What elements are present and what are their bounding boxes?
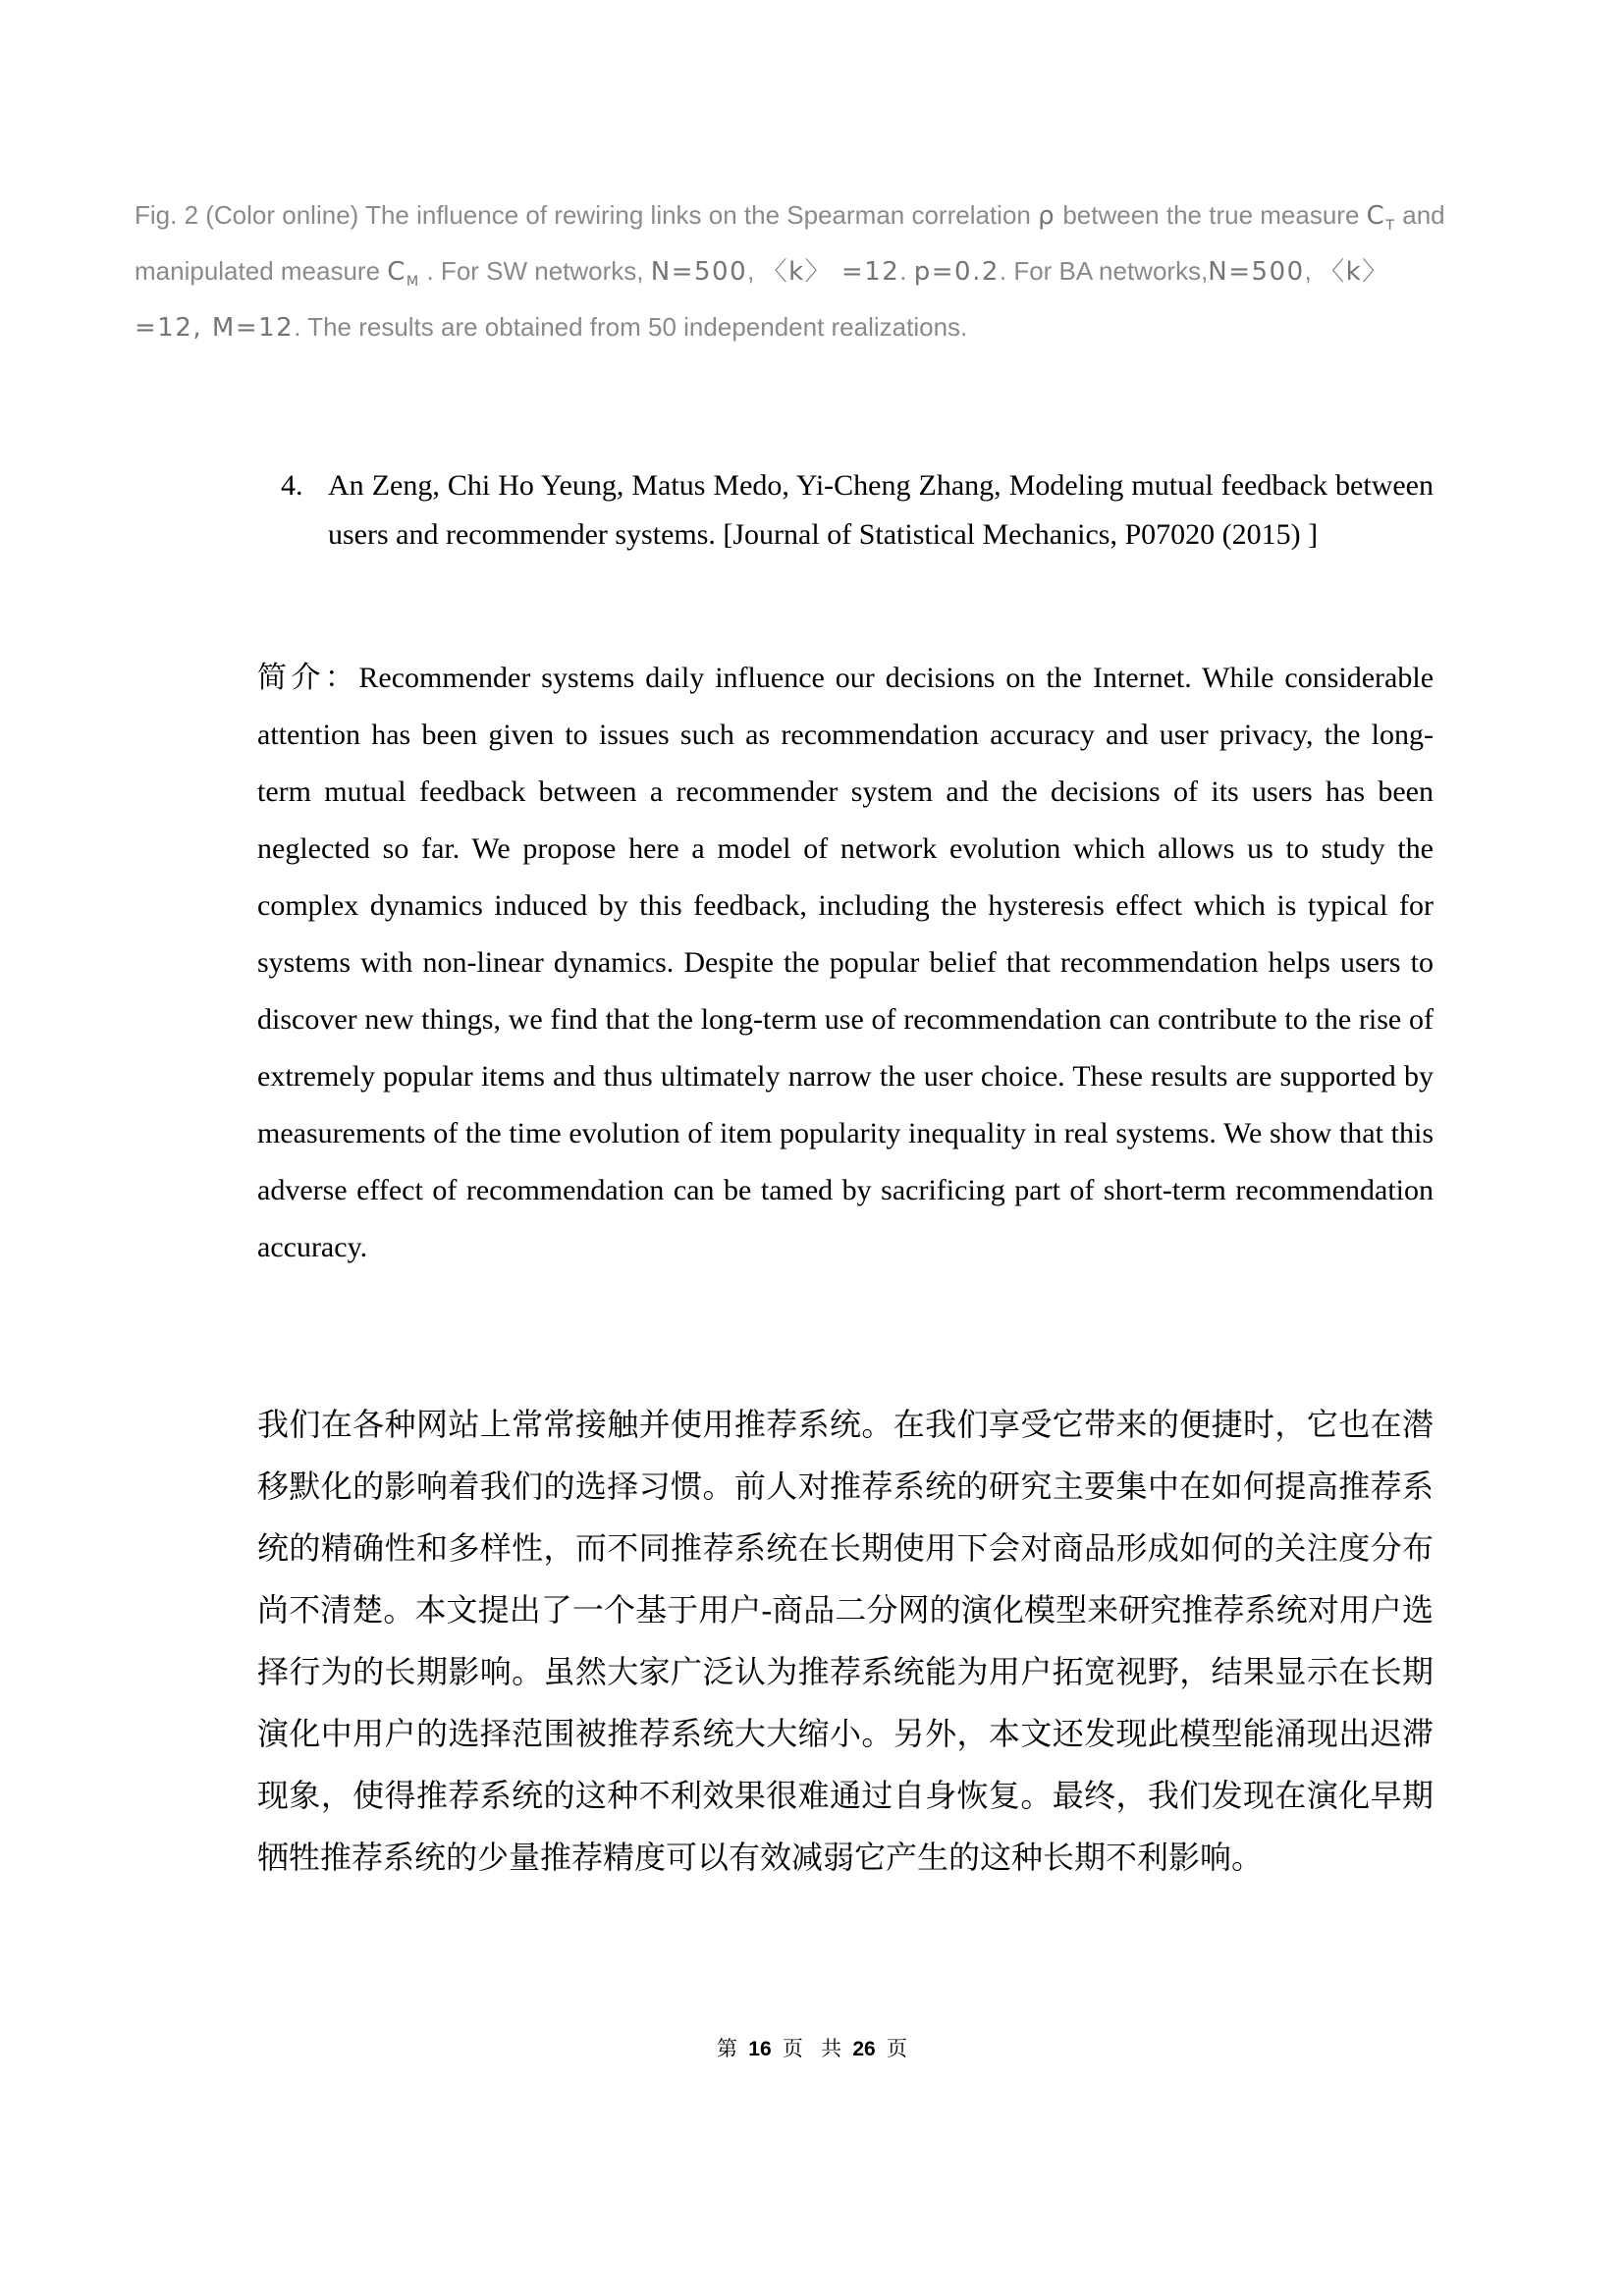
caption-formula: ρ xyxy=(1038,201,1056,231)
caption-formula: N=500 xyxy=(1208,257,1305,288)
reference-item xyxy=(281,461,1434,560)
footer-page-number: 16 xyxy=(748,2038,772,2060)
footer-total-label: 页 xyxy=(886,2037,907,2060)
abstract-label: 简介： xyxy=(257,662,359,694)
reference-number: 4. xyxy=(281,469,303,502)
caption-formula: C xyxy=(1366,201,1386,231)
caption-text: , xyxy=(1304,256,1320,287)
caption-text: . xyxy=(899,256,914,287)
abstract-english-text: Recommender systems daily influence our decisions on the Internet. While considerable attention has been given to issues such as recommendation accuracy and user privacy, the long-term mutual feedback between a recommender system and the decisions of its users has been neglected so far. We propose here a model of network evolution which allows us to study the complex dynamics induced by this feedback, including the hysteresis effect which is typical for systems with non-linear dynamics. Despite the popular belief that recommendation helps users to discover new things, we find that the long-term use of recommendation can contribute to the rise of extremely popular items and thus ultimately narrow the user choice. These results are supported by measurements of the time evolution of item popularity inequality in real systems. We show that this adverse effect of recommendation can be tamed by sacrificing part of short-term recommendation accuracy. xyxy=(257,662,1435,1263)
page-footer xyxy=(0,2034,1624,2064)
caption-text: . The results are obtained from 50 independent realizations. xyxy=(294,312,968,343)
caption-text: . For BA networks, xyxy=(999,256,1209,287)
reference-text: An Zeng, Chi Ho Yeung, Matus Medo, Yi-Cheng Zhang, Modeling mutual feedback between users and recommender systems. [Journal of Statistical Mechanics, P07020 (2015) ] xyxy=(328,469,1434,551)
figure-caption xyxy=(135,192,1456,350)
caption-formula: N=500 xyxy=(650,257,748,288)
footer-prefix: 第 xyxy=(717,2037,738,2060)
footer-page-label: 页 xyxy=(782,2037,803,2060)
caption-subscript: T xyxy=(1385,218,1396,235)
abstract-chinese: 我们在各种网站上常常接触并使用推荐系统。在我们享受它带来的便捷时，它也在潜移默化的影响着我们的选择习惯。前人对推荐系统的研究主要集中在如何提高推荐系统的精确性和多样性，而不同推荐系统在长期使用下会对商品形成如何的关注度分布尚不清楚。本文提出了一个基于用户-商品二分网的演化模型来研究推荐系统对用户选择行为的长期影响。虽然大家广泛认为推荐系统能为用户拓宽视野，结果显示在长期演化中用户的选择范围被推荐系统大大缩小。另外，本文还发现此模型能涌现出迟滞现象，使得推荐系统的这种不利效果很难通过自身恢复。最终，我们发现在演化早期牺牲推荐系统的少量推荐精度可以有效减弱它产生的这种长期不利影响。 xyxy=(257,1407,1434,1875)
caption-formula: p=0.2 xyxy=(913,257,1000,288)
caption-formula: C xyxy=(387,257,406,288)
footer-total-number: 26 xyxy=(852,2038,876,2060)
footer-total-prefix: 共 xyxy=(821,2037,842,2060)
caption-text: , xyxy=(747,256,762,287)
caption-text: and manipulated measure xyxy=(135,200,1445,287)
caption-formula: 〈k〉 =12, M=12 xyxy=(135,257,1389,344)
caption-subscript: M xyxy=(406,274,420,291)
caption-text: Fig. 2 (Color online) The influence of rewiring links on the Spearman correlation xyxy=(135,200,1039,230)
caption-text: between the true measure xyxy=(1056,200,1367,230)
abstract-english xyxy=(257,650,1434,1276)
caption-formula: 〈k〉 =12 xyxy=(761,257,900,288)
caption-text: . For SW networks, xyxy=(419,256,651,287)
